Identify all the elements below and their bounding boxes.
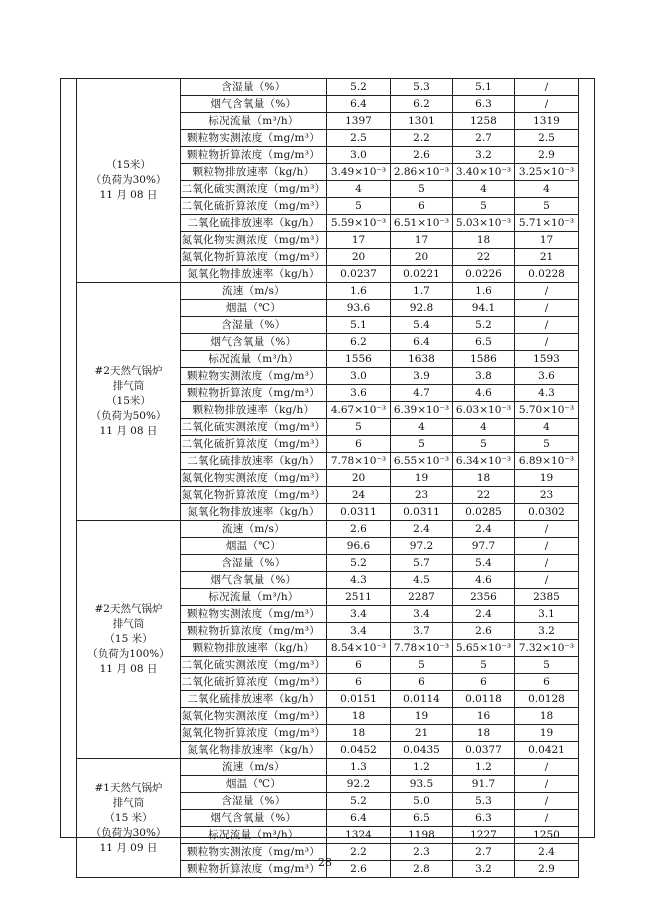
measurement-value-cell: 2.7	[453, 844, 515, 861]
measurement-value-cell: 23	[391, 487, 453, 504]
measurement-value-cell: 5	[391, 657, 453, 674]
measurement-value-cell: 2.6	[327, 861, 391, 878]
average-value-cell: 3.1	[515, 606, 579, 623]
average-value-cell: 2.4	[515, 844, 579, 861]
measurement-value-cell: 0.0311	[327, 504, 391, 521]
measurement-value-cell: 19	[391, 470, 453, 487]
measurement-value-cell: 20	[327, 249, 391, 266]
measurement-value-cell: 6.4	[327, 96, 391, 113]
measurement-value-cell: 4.3	[327, 572, 391, 589]
measurement-value-cell: 4	[453, 419, 515, 436]
parameter-cell: 颗粒物排放速率（kg/h）	[181, 402, 327, 419]
measurement-value-cell: 5.3	[391, 79, 453, 96]
measurement-value-cell: 1258	[453, 113, 515, 130]
average-value-cell: 1319	[515, 113, 579, 130]
parameter-cell: 含湿量（%）	[181, 79, 327, 96]
measurement-value-cell: 2.6	[453, 623, 515, 640]
measurement-value-cell: 5.2	[453, 317, 515, 334]
average-value-cell: 21	[515, 249, 579, 266]
source-label-cell	[77, 283, 181, 521]
measurement-value-cell: 2.5	[327, 130, 391, 147]
average-value-cell: /	[515, 96, 579, 113]
measurement-value-cell: 2.6	[391, 147, 453, 164]
measurement-value-cell: 18	[327, 708, 391, 725]
source-label-line: （15米）	[106, 159, 151, 171]
parameter-cell: 氮氧化物排放速率（kg/h）	[181, 504, 327, 521]
measurement-value-cell: 3.2	[453, 861, 515, 878]
average-value-cell: /	[515, 521, 579, 538]
measurement-value-cell: 7.78×10⁻³	[327, 453, 391, 470]
measurement-value-cell: 2.4	[453, 521, 515, 538]
measurement-value-cell: 18	[453, 232, 515, 249]
source-label-cell	[77, 521, 181, 759]
measurement-value-cell: 5	[327, 419, 391, 436]
measurement-value-cell: 19	[391, 708, 453, 725]
measurement-value-cell: 1586	[453, 351, 515, 368]
measurement-value-cell: 5	[327, 198, 391, 215]
measurement-value-cell: 6.39×10⁻³	[391, 402, 453, 419]
parameter-cell: 烟气含氧量（%）	[181, 572, 327, 589]
parameter-cell: 含湿量（%）	[181, 555, 327, 572]
source-label-line: （15米）	[106, 395, 151, 407]
measurement-value-cell: 1.6	[453, 283, 515, 300]
parameter-cell: 烟气含氧量（%）	[181, 810, 327, 827]
parameter-cell: 二氧化硫排放速率（kg/h）	[181, 691, 327, 708]
measurement-value-cell: 0.0226	[453, 266, 515, 283]
parameter-cell: 氮氧化物排放速率（kg/h）	[181, 742, 327, 759]
measurement-value-cell: 6.3	[453, 96, 515, 113]
average-value-cell: /	[515, 572, 579, 589]
measurement-value-cell: 4.7	[391, 385, 453, 402]
page-number: 28	[318, 856, 332, 869]
parameter-cell: 流速（m/s）	[181, 283, 327, 300]
measurement-value-cell: 6.2	[391, 96, 453, 113]
average-value-cell: /	[515, 79, 579, 96]
measurement-value-cell: 2.4	[391, 521, 453, 538]
measurement-value-cell: 8.54×10⁻³	[327, 640, 391, 657]
source-label-line: （15 米）	[104, 811, 153, 824]
average-value-cell: 5.70×10⁻³	[515, 402, 579, 419]
measurement-value-cell: 6	[391, 674, 453, 691]
parameter-cell: 颗粒物折算浓度（mg/m³）	[181, 861, 327, 878]
measurement-value-cell: 5	[453, 657, 515, 674]
average-value-cell: /	[515, 759, 579, 776]
measurement-value-cell: 2356	[453, 589, 515, 606]
source-label-line: #1天然气锅炉	[94, 781, 163, 794]
measurement-value-cell: 5	[453, 198, 515, 215]
average-value-cell: 1250	[515, 827, 579, 844]
measurement-value-cell: 1556	[327, 351, 391, 368]
measurement-value-cell: 5.2	[327, 79, 391, 96]
measurement-value-cell: 6	[391, 198, 453, 215]
measurement-value-cell: 3.8	[453, 368, 515, 385]
source-label-line: （15 米）	[104, 633, 153, 645]
measurement-value-cell: 92.2	[327, 776, 391, 793]
measurement-value-cell: 1638	[391, 351, 453, 368]
measurement-value-cell: 20	[327, 470, 391, 487]
parameter-cell: 二氧化硫排放速率（kg/h）	[181, 215, 327, 232]
source-label-line: 11 月 09 日	[99, 841, 158, 854]
measurement-value-cell: 3.40×10⁻³	[453, 164, 515, 181]
measurement-value-cell: 0.0151	[327, 691, 391, 708]
measurement-value-cell: 4	[453, 181, 515, 198]
measurement-value-cell: 6.4	[327, 810, 391, 827]
source-label-line: #2天然气锅炉	[94, 603, 163, 615]
measurement-value-cell: 1.7	[391, 283, 453, 300]
parameter-cell: 氮氧化物排放速率（kg/h）	[181, 266, 327, 283]
measurement-value-cell: 24	[327, 487, 391, 504]
average-value-cell: 17	[515, 232, 579, 249]
measurement-value-cell: 5	[391, 436, 453, 453]
table-body	[77, 79, 579, 878]
average-value-cell: 5	[515, 436, 579, 453]
measurement-value-cell: 5	[453, 436, 515, 453]
measurement-value-cell: 6	[327, 674, 391, 691]
measurement-value-cell: 6.3	[453, 810, 515, 827]
average-value-cell: /	[515, 776, 579, 793]
measurement-value-cell: 5.1	[453, 79, 515, 96]
parameter-cell: 标况流量（m³/h）	[181, 589, 327, 606]
measurement-value-cell: 5.2	[327, 793, 391, 810]
measurement-value-cell: 1301	[391, 113, 453, 130]
average-value-cell: /	[515, 283, 579, 300]
measurement-value-cell: 2287	[391, 589, 453, 606]
measurement-value-cell: 2.86×10⁻³	[391, 164, 453, 181]
measurement-value-cell: 4	[327, 181, 391, 198]
average-value-cell: 5.71×10⁻³	[515, 215, 579, 232]
parameter-cell: 标况流量（m³/h）	[181, 351, 327, 368]
measurement-value-cell: 5.59×10⁻³	[327, 215, 391, 232]
measurement-value-cell: 1.2	[391, 759, 453, 776]
parameter-cell: 颗粒物实测浓度（mg/m³）	[181, 606, 327, 623]
measurement-value-cell: 6	[327, 436, 391, 453]
average-value-cell: 4	[515, 181, 579, 198]
parameter-cell: 颗粒物排放速率（kg/h）	[181, 640, 327, 657]
measurement-value-cell: 2511	[327, 589, 391, 606]
average-value-cell: 2385	[515, 589, 579, 606]
average-value-cell: 0.0228	[515, 266, 579, 283]
measurement-value-cell: 2.6	[327, 521, 391, 538]
measurement-value-cell: 93.6	[327, 300, 391, 317]
measurement-value-cell: 3.4	[327, 606, 391, 623]
average-value-cell: 19	[515, 725, 579, 742]
measurement-value-cell: 6.51×10⁻³	[391, 215, 453, 232]
measurement-value-cell: 6.2	[327, 334, 391, 351]
measurement-value-cell: 1.2	[453, 759, 515, 776]
measurement-value-cell: 93.5	[391, 776, 453, 793]
measurement-value-cell: 18	[453, 725, 515, 742]
measurement-value-cell: 5.2	[327, 555, 391, 572]
source-label-line: 11 月 08 日	[99, 425, 158, 437]
measurement-value-cell: 3.6	[327, 385, 391, 402]
average-value-cell: 2.9	[515, 147, 579, 164]
parameter-cell: 二氧化硫实测浓度（mg/m³）	[181, 419, 327, 436]
source-label-line: 排气筒	[112, 796, 145, 809]
measurement-value-cell: 3.0	[327, 147, 391, 164]
average-value-cell: 3.25×10⁻³	[515, 164, 579, 181]
measurement-value-cell: 5.4	[391, 317, 453, 334]
average-value-cell: /	[515, 300, 579, 317]
parameter-cell: 烟气含氧量（%）	[181, 96, 327, 113]
measurement-value-cell: 5.3	[453, 793, 515, 810]
measurement-value-cell: 6.34×10⁻³	[453, 453, 515, 470]
source-label-line: （负荷为30%）	[90, 826, 167, 839]
average-value-cell: 5	[515, 657, 579, 674]
measurement-value-cell: 97.2	[391, 538, 453, 555]
source-label-line: #2天然气锅炉	[94, 365, 163, 377]
measurement-value-cell: 2.2	[327, 844, 391, 861]
average-value-cell: 5	[515, 198, 579, 215]
average-value-cell: /	[515, 810, 579, 827]
measurement-value-cell: 3.4	[391, 606, 453, 623]
average-value-cell: 2.9	[515, 861, 579, 878]
average-value-cell: 4.3	[515, 385, 579, 402]
measurement-value-cell: 4.6	[453, 572, 515, 589]
parameter-cell: 氮氧化物折算浓度（mg/m³）	[181, 725, 327, 742]
source-label-line: 排气筒	[112, 618, 145, 630]
measurement-value-cell: 2.2	[391, 130, 453, 147]
parameter-cell: 氮氧化物实测浓度（mg/m³）	[181, 708, 327, 725]
measurement-value-cell: 3.9	[391, 368, 453, 385]
parameter-cell: 颗粒物排放速率（kg/h）	[181, 164, 327, 181]
measurement-value-cell: 5.4	[453, 555, 515, 572]
measurement-value-cell: 4.5	[391, 572, 453, 589]
source-label-cell	[77, 79, 181, 283]
measurement-value-cell: 20	[391, 249, 453, 266]
average-value-cell: 7.32×10⁻³	[515, 640, 579, 657]
average-value-cell: 19	[515, 470, 579, 487]
measurement-value-cell: 2.4	[453, 606, 515, 623]
measurement-value-cell: 6.5	[391, 810, 453, 827]
parameter-cell: 二氧化硫折算浓度（mg/m³）	[181, 436, 327, 453]
measurement-value-cell: 1.6	[327, 283, 391, 300]
average-value-cell: /	[515, 334, 579, 351]
average-value-cell: 3.2	[515, 623, 579, 640]
measurement-value-cell: 4.67×10⁻³	[327, 402, 391, 419]
parameter-cell: 颗粒物实测浓度（mg/m³）	[181, 130, 327, 147]
measurement-value-cell: 1227	[453, 827, 515, 844]
average-value-cell: /	[515, 538, 579, 555]
source-label-line: （负荷为50%）	[90, 410, 167, 422]
parameter-cell: 烟温（℃）	[181, 538, 327, 555]
measurement-value-cell: 22	[453, 487, 515, 504]
measurement-value-cell: 0.0221	[391, 266, 453, 283]
parameter-cell: 二氧化硫实测浓度（mg/m³）	[181, 657, 327, 674]
average-value-cell: /	[515, 317, 579, 334]
parameter-cell: 标况流量（m³/h）	[181, 113, 327, 130]
measurement-value-cell: 5.65×10⁻³	[453, 640, 515, 657]
measurement-value-cell: 2.8	[391, 861, 453, 878]
measurement-value-cell: 5	[391, 181, 453, 198]
measurement-value-cell: 2.3	[391, 844, 453, 861]
average-value-cell: 0.0302	[515, 504, 579, 521]
parameter-cell: 二氧化硫折算浓度（mg/m³）	[181, 198, 327, 215]
measurement-value-cell: 5.0	[391, 793, 453, 810]
average-value-cell: 6	[515, 674, 579, 691]
measurement-value-cell: 3.49×10⁻³	[327, 164, 391, 181]
measurement-value-cell: 6.55×10⁻³	[391, 453, 453, 470]
average-value-cell: /	[515, 555, 579, 572]
measurement-value-cell: 18	[327, 725, 391, 742]
source-label-line: （负荷为30%）	[90, 174, 167, 186]
table-row	[77, 283, 579, 300]
parameter-cell: 二氧化硫折算浓度（mg/m³）	[181, 674, 327, 691]
average-value-cell: /	[515, 793, 579, 810]
measurement-value-cell: 94.1	[453, 300, 515, 317]
source-label-line: 排气筒	[112, 380, 145, 392]
measurement-value-cell: 1.3	[327, 759, 391, 776]
average-value-cell: 23	[515, 487, 579, 504]
measurement-value-cell: 5.1	[327, 317, 391, 334]
parameter-cell: 含湿量（%）	[181, 317, 327, 334]
measurement-value-cell: 3.0	[327, 368, 391, 385]
measurement-value-cell: 1397	[327, 113, 391, 130]
measurement-value-cell: 0.0285	[453, 504, 515, 521]
source-label-line: 11 月 08 日	[99, 189, 158, 201]
average-value-cell: 0.0421	[515, 742, 579, 759]
measurement-value-cell: 6.03×10⁻³	[453, 402, 515, 419]
measurement-value-cell: 97.7	[453, 538, 515, 555]
parameter-cell: 流速（m/s）	[181, 521, 327, 538]
measurement-value-cell: 5.7	[391, 555, 453, 572]
parameter-cell: 颗粒物折算浓度（mg/m³）	[181, 147, 327, 164]
parameter-cell: 标况流量（m³/h）	[181, 827, 327, 844]
measurement-value-cell: 16	[453, 708, 515, 725]
measurement-value-cell: 91.7	[453, 776, 515, 793]
parameter-cell: 氮氧化物实测浓度（mg/m³）	[181, 232, 327, 249]
measurement-value-cell: 21	[391, 725, 453, 742]
measurement-value-cell: 0.0452	[327, 742, 391, 759]
measurement-value-cell: 6	[327, 657, 391, 674]
measurement-value-cell: 0.0118	[453, 691, 515, 708]
measurement-value-cell: 0.0114	[391, 691, 453, 708]
measurement-value-cell: 17	[327, 232, 391, 249]
measurement-value-cell: 6.5	[453, 334, 515, 351]
measurement-value-cell: 18	[453, 470, 515, 487]
measurement-value-cell: 0.0237	[327, 266, 391, 283]
average-value-cell: 1593	[515, 351, 579, 368]
measurement-value-cell: 0.0311	[391, 504, 453, 521]
measurement-value-cell: 1324	[327, 827, 391, 844]
measurement-value-cell: 96.6	[327, 538, 391, 555]
measurement-value-cell: 5.03×10⁻³	[453, 215, 515, 232]
monitoring-data-table	[76, 78, 579, 878]
measurement-value-cell: 92.8	[391, 300, 453, 317]
measurement-value-cell: 1198	[391, 827, 453, 844]
measurement-value-cell: 0.0435	[391, 742, 453, 759]
parameter-cell: 二氧化硫排放速率（kg/h）	[181, 453, 327, 470]
measurement-value-cell: 2.7	[453, 130, 515, 147]
parameter-cell: 含湿量（%）	[181, 793, 327, 810]
parameter-cell: 颗粒物折算浓度（mg/m³）	[181, 623, 327, 640]
average-value-cell: 0.0128	[515, 691, 579, 708]
average-value-cell: 3.6	[515, 368, 579, 385]
source-label-line: 11 月 08 日	[99, 663, 158, 675]
parameter-cell: 烟温（℃）	[181, 776, 327, 793]
measurement-value-cell: 4	[391, 419, 453, 436]
measurement-value-cell: 3.7	[391, 623, 453, 640]
measurement-value-cell: 22	[453, 249, 515, 266]
parameter-cell: 氮氧化物折算浓度（mg/m³）	[181, 487, 327, 504]
parameter-cell: 烟温（℃）	[181, 300, 327, 317]
parameter-cell: 二氧化硫实测浓度（mg/m³）	[181, 181, 327, 198]
parameter-cell: 颗粒物实测浓度（mg/m³）	[181, 368, 327, 385]
measurement-value-cell: 3.2	[453, 147, 515, 164]
measurement-value-cell: 0.0377	[453, 742, 515, 759]
measurement-value-cell: 4.6	[453, 385, 515, 402]
parameter-cell: 氮氧化物实测浓度（mg/m³）	[181, 470, 327, 487]
parameter-cell: 颗粒物折算浓度（mg/m³）	[181, 385, 327, 402]
table-row	[77, 79, 579, 96]
average-value-cell: 18	[515, 708, 579, 725]
measurement-value-cell: 3.4	[327, 623, 391, 640]
average-value-cell: 6.89×10⁻³	[515, 453, 579, 470]
average-value-cell: 2.5	[515, 130, 579, 147]
parameter-cell: 流速（m/s）	[181, 759, 327, 776]
parameter-cell: 氮氧化物折算浓度（mg/m³）	[181, 249, 327, 266]
parameter-cell: 颗粒物实测浓度（mg/m³）	[181, 844, 327, 861]
measurement-value-cell: 6.4	[391, 334, 453, 351]
measurement-value-cell: 6	[453, 674, 515, 691]
average-value-cell: 4	[515, 419, 579, 436]
source-label-line: （负荷为100%）	[87, 648, 170, 660]
table-row	[77, 521, 579, 538]
measurement-value-cell: 17	[391, 232, 453, 249]
measurement-value-cell: 7.78×10⁻³	[391, 640, 453, 657]
table-row	[77, 759, 579, 776]
parameter-cell: 烟气含氧量（%）	[181, 334, 327, 351]
